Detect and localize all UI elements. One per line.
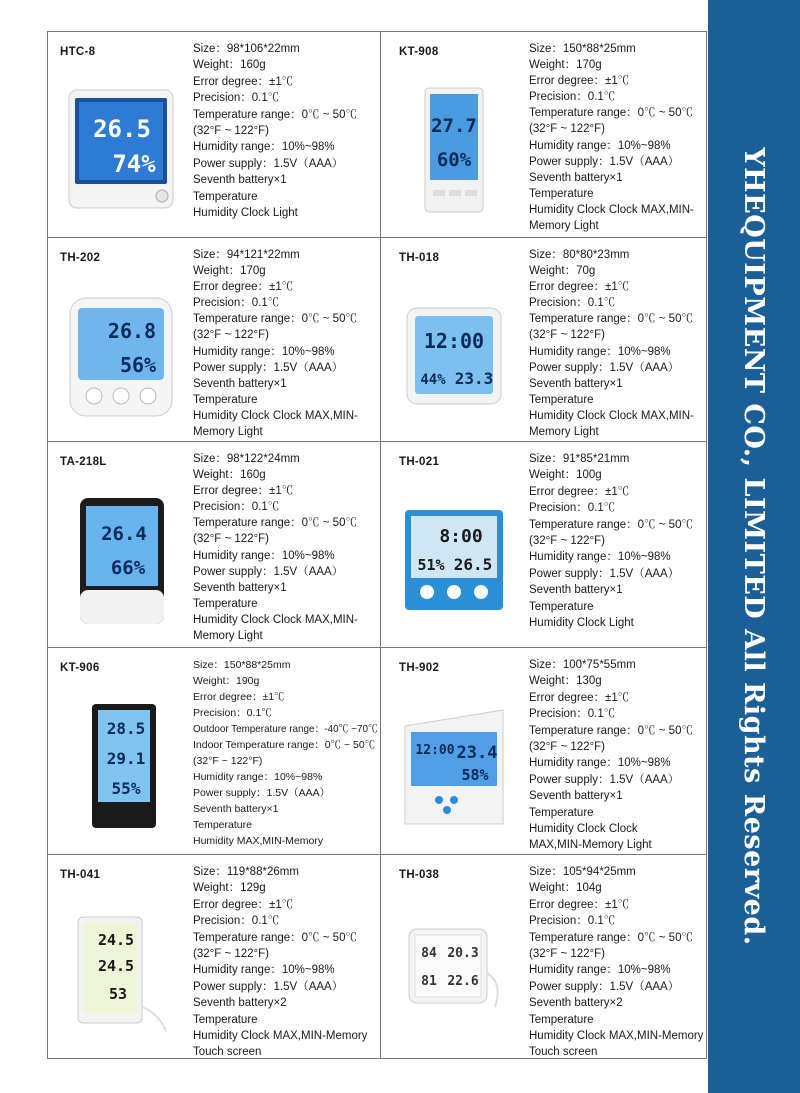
spec-line: Error degree：±1℃ xyxy=(529,281,630,294)
spec-line: Power supply：1.5V（AAA） xyxy=(529,155,680,168)
thermometer-image xyxy=(399,903,509,1043)
spec-line: Temperature xyxy=(193,190,258,203)
spec-line: (32°F ~ 122°F) xyxy=(529,948,605,961)
spec-list xyxy=(529,451,706,631)
thermometer-image xyxy=(399,80,509,220)
lcd-clock: 12:00 xyxy=(423,329,485,353)
spec-line: Precision：0.1℃ xyxy=(529,915,616,928)
product-card-th-021 xyxy=(381,442,706,648)
lcd-humidity-2: 81 xyxy=(421,974,437,989)
spec-line: Humidity Clock Clock MAX,MIN- xyxy=(193,613,358,626)
product-card-th-018 xyxy=(381,238,706,442)
spec-line: Weight：130g xyxy=(529,675,602,688)
lcd-temp: 26.5 xyxy=(93,115,151,143)
spec-line: Error degree：±1℃ xyxy=(193,281,294,294)
spec-line: Humidity Clock Clock MAX,MIN- xyxy=(529,203,694,216)
thermometer-image xyxy=(66,903,176,1043)
spec-line: Seventh battery×1 xyxy=(193,174,287,187)
model-name: KT-908 xyxy=(399,46,439,58)
lcd-clock: 8:00 xyxy=(439,526,483,547)
lcd-humidity-1: 84 xyxy=(421,946,437,961)
spec-line: Precision：0.1℃ xyxy=(193,297,280,310)
spec-line: Seventh battery×2 xyxy=(193,997,287,1010)
spec-line: Power supply：1.5V（AAA） xyxy=(529,773,680,786)
spec-list xyxy=(193,657,378,849)
model-name: TH-038 xyxy=(399,869,440,881)
lcd-humidity: 44% xyxy=(420,372,446,388)
spec-line: Humidity range：10%~98% xyxy=(529,964,671,977)
spec-line: Power supply：1.5V（AAA） xyxy=(193,157,344,170)
spec-line: Temperature xyxy=(529,393,594,406)
product-card-ta-218l xyxy=(48,442,381,648)
lcd-humidity: 51% xyxy=(417,556,445,574)
spec-list xyxy=(529,864,706,1058)
lcd-humidity: 74% xyxy=(112,150,156,178)
spec-list xyxy=(193,864,378,1058)
spec-line: (32°F ~ 122°F) xyxy=(193,329,269,342)
product-card-kt-908 xyxy=(381,32,706,238)
lcd-temp-1: 20.3 xyxy=(447,946,479,961)
spec-line: Precision：0.1℃ xyxy=(529,91,616,104)
spec-line: Temperature xyxy=(193,597,258,610)
spec-line: (32°F ~ 122°F) xyxy=(193,755,263,767)
lcd-humidity: 58% xyxy=(461,766,489,784)
spec-line: Humidity Clock Clock MAX,MIN- xyxy=(193,409,358,422)
spec-line: Touch screen xyxy=(529,1046,598,1058)
spec-line: Humidity MAX,MIN-Memory xyxy=(193,835,324,847)
product-card-th-038 xyxy=(381,855,706,1058)
spec-line: Error degree：±1℃ xyxy=(193,691,285,703)
spec-line: Humidity range：10%~98% xyxy=(193,964,335,977)
spec-line: Weight：100g xyxy=(529,469,602,482)
product-card-htc-8 xyxy=(48,32,381,238)
spec-line: Humidity range：10%~98% xyxy=(193,771,323,783)
spec-line: Error degree：±1℃ xyxy=(193,75,294,88)
product-card-th-202 xyxy=(48,238,381,442)
lcd-clock: 12:00 xyxy=(415,743,455,758)
spec-line: Size：98*122*24mm xyxy=(193,453,300,465)
spec-line: Touch screen xyxy=(193,1046,262,1058)
spec-line: Humidity range：10%~98% xyxy=(529,345,671,358)
spec-line: Size：94*121*22mm xyxy=(193,249,300,261)
spec-line: MAX,MIN-Memory Light xyxy=(529,839,652,852)
spec-line: Humidity range：10%~98% xyxy=(529,757,671,770)
product-card-kt-906 xyxy=(48,648,381,855)
thermometer-image xyxy=(399,696,509,836)
spec-line: Temperature xyxy=(193,819,252,831)
sidebar xyxy=(708,0,800,1093)
spec-line: Humidity range：10%~98% xyxy=(193,345,335,358)
thermometer-image xyxy=(66,286,176,426)
lcd-temp: 27.7 xyxy=(431,115,477,137)
lcd-temp: 26.5 xyxy=(453,555,493,574)
spec-line: Power supply：1.5V（AAA） xyxy=(193,361,344,374)
spec-line: Weight：129g xyxy=(193,882,266,895)
spec-line: Power supply：1.5V（AAA） xyxy=(529,567,680,580)
spec-list xyxy=(193,451,378,644)
spec-line: Humidity Clock Clock MAX,MIN- xyxy=(529,409,694,422)
spec-line: Temperature range：0℃ ~ 50℃ xyxy=(529,931,693,944)
spec-line: Humidity range：10%~98% xyxy=(529,139,671,152)
spec-line: Error degree：±1℃ xyxy=(193,485,294,498)
lcd-temp: 26.8 xyxy=(107,319,157,343)
spec-line: (32°F ~ 122°F) xyxy=(529,535,605,548)
spec-line: (32°F ~ 122°F) xyxy=(529,329,605,342)
spec-line: Power supply：1.5V（AAA） xyxy=(529,361,680,374)
lcd-outdoor-temp: 28.5 xyxy=(106,719,146,738)
spec-line: Temperature range：0℃ ~ 50℃ xyxy=(529,313,693,326)
lcd-temp-1: 24.5 xyxy=(97,931,135,949)
spec-line: Precision：0.1℃ xyxy=(193,915,280,928)
model-name: TH-021 xyxy=(399,456,440,468)
spec-line: Size：100*75*55mm xyxy=(529,659,636,671)
spec-list xyxy=(529,247,706,440)
spec-line: Humidity Clock MAX,MIN-Memory xyxy=(193,1030,368,1043)
spec-line: Seventh battery×1 xyxy=(193,581,287,594)
lcd-humidity: 53 xyxy=(108,985,128,1003)
spec-line: Memory Light xyxy=(529,220,599,233)
spec-line: (32°F ~ 122°F) xyxy=(193,533,269,546)
spec-line: Size：80*80*23mm xyxy=(529,249,630,261)
spec-list xyxy=(529,41,706,234)
spec-line: Temperature range：0℃ ~ 50℃ xyxy=(193,931,357,944)
product-card-th-902 xyxy=(381,648,706,855)
spec-line: Weight：170g xyxy=(193,265,266,278)
spec-line: Power supply：1.5V（AAA） xyxy=(529,980,680,993)
spec-line: (32°F ~ 122°F) xyxy=(193,948,269,961)
spec-line: (32°F ~ 122°F) xyxy=(529,123,605,136)
spec-line: Memory Light xyxy=(529,426,599,439)
spec-line: Humidity Clock Light xyxy=(193,207,298,220)
spec-line: Error degree：±1℃ xyxy=(529,75,630,88)
spec-line: Size：150*88*25mm xyxy=(193,659,291,671)
spec-line: Humidity range：10%~98% xyxy=(193,141,335,154)
model-name: TH-041 xyxy=(60,869,101,881)
spec-line: Humidity Clock Light xyxy=(529,617,634,630)
spec-line: Size：91*85*21mm xyxy=(529,453,630,465)
spec-line: Power supply：1.5V（AAA） xyxy=(193,980,344,993)
spec-line: Temperature xyxy=(193,1013,258,1026)
spec-line: Precision：0.1℃ xyxy=(529,502,616,515)
spec-line: Humidity range：10%~98% xyxy=(193,549,335,562)
spec-line: Temperature range：0℃ ~ 50℃ xyxy=(529,107,693,120)
spec-line: Size：150*88*25mm xyxy=(529,43,636,55)
spec-line: Indoor Temperature range：0℃ ~ 50℃ xyxy=(193,739,376,751)
spec-line: Temperature xyxy=(529,187,594,200)
spec-line: Weight：170g xyxy=(529,59,602,72)
spec-line: Precision：0.1℃ xyxy=(193,501,280,514)
lcd-temp-2: 24.5 xyxy=(97,957,135,975)
spec-line: Temperature xyxy=(529,1013,594,1026)
thermometer-image xyxy=(66,80,176,220)
spec-line: Temperature range：0℃ ~ 50℃ xyxy=(193,108,357,121)
thermometer-image xyxy=(66,696,176,836)
spec-line: Humidity range：10%~98% xyxy=(529,551,671,564)
thermometer-image xyxy=(399,490,509,630)
spec-list xyxy=(193,41,378,221)
spec-line: Temperature xyxy=(529,600,594,613)
spec-line: Seventh battery×1 xyxy=(529,171,623,184)
spec-line: Temperature xyxy=(193,393,258,406)
lcd-humidity: 56% xyxy=(119,353,157,377)
product-card-th-041 xyxy=(48,855,381,1058)
spec-line: Seventh battery×1 xyxy=(529,790,623,803)
spec-list xyxy=(193,247,378,440)
spec-line: Humidity Clock Clock xyxy=(529,823,638,836)
spec-line: Temperature range：0℃ ~ 50℃ xyxy=(193,517,357,530)
spec-line: (32°F ~ 122°F) xyxy=(529,741,605,754)
model-name: TH-018 xyxy=(399,252,440,264)
copyright-text: YHEQUIPMENT CO., LIMITED All Rights Reserved. xyxy=(738,147,770,946)
spec-line: Temperature xyxy=(529,806,594,819)
spec-line: Seventh battery×1 xyxy=(193,377,287,390)
spec-line: Power supply：1.5V（AAA） xyxy=(193,565,344,578)
spec-line: Seventh battery×1 xyxy=(529,377,623,390)
lcd-temp: 26.4 xyxy=(101,523,147,545)
lcd-humidity: 55% xyxy=(111,779,141,798)
lcd-temp-2: 22.6 xyxy=(447,974,479,989)
spec-line: Temperature range：0℃ ~ 50℃ xyxy=(193,313,357,326)
spec-list xyxy=(529,657,706,854)
spec-line: Precision：0.1℃ xyxy=(529,297,616,310)
spec-line: Precision：0.1℃ xyxy=(193,92,280,105)
product-grid xyxy=(47,31,707,1059)
spec-line: Memory Light xyxy=(193,630,263,643)
model-name: TH-902 xyxy=(399,662,440,674)
spec-line: Precision：0.1℃ xyxy=(193,707,272,719)
spec-line: Weight：104g xyxy=(529,882,602,895)
spec-line: Seventh battery×2 xyxy=(529,997,623,1010)
lcd-temp: 23.4 xyxy=(456,743,498,763)
spec-line: Error degree：±1℃ xyxy=(529,485,630,498)
spec-line: Temperature range：0℃ ~ 50℃ xyxy=(529,724,693,737)
spec-line: Seventh battery×1 xyxy=(193,803,279,815)
lcd-humidity: 66% xyxy=(110,557,146,579)
lcd-indoor-temp: 29.1 xyxy=(106,749,146,768)
spec-line: Error degree：±1℃ xyxy=(193,898,294,911)
spec-line: Humidity Clock MAX,MIN-Memory xyxy=(529,1030,704,1043)
spec-line: Precision：0.1℃ xyxy=(529,708,616,721)
spec-line: Temperature range：0℃ ~ 50℃ xyxy=(529,518,693,531)
spec-line: Weight：160g xyxy=(193,469,266,482)
spec-line: Seventh battery×1 xyxy=(529,584,623,597)
spec-line: Weight：160g xyxy=(193,59,266,72)
model-name: HTC-8 xyxy=(60,46,96,58)
spec-line: (32°F ~ 122°F) xyxy=(193,125,269,138)
spec-line: Outdoor Temperature range：-40℃ ~70℃ xyxy=(193,723,378,735)
spec-line: Memory Light xyxy=(193,426,263,439)
thermometer-image xyxy=(399,286,509,426)
spec-line: Size：119*88*26mm xyxy=(193,866,299,878)
lcd-temp: 23.3 xyxy=(454,369,494,388)
spec-line: Size：105*94*25mm xyxy=(529,866,636,878)
lcd-humidity: 60% xyxy=(436,149,472,171)
spec-line: Weight：70g xyxy=(529,265,596,278)
spec-line: Power supply：1.5V（AAA） xyxy=(193,787,331,799)
model-name: TH-202 xyxy=(60,252,101,264)
model-name: TA-218L xyxy=(60,456,107,468)
spec-line: Weight：190g xyxy=(193,675,260,687)
spec-line: Error degree：±1℃ xyxy=(529,898,630,911)
model-name: KT-906 xyxy=(60,662,100,674)
spec-line: Error degree：±1℃ xyxy=(529,691,630,704)
thermometer-image xyxy=(66,490,176,630)
spec-line: Size：98*106*22mm xyxy=(193,43,300,55)
